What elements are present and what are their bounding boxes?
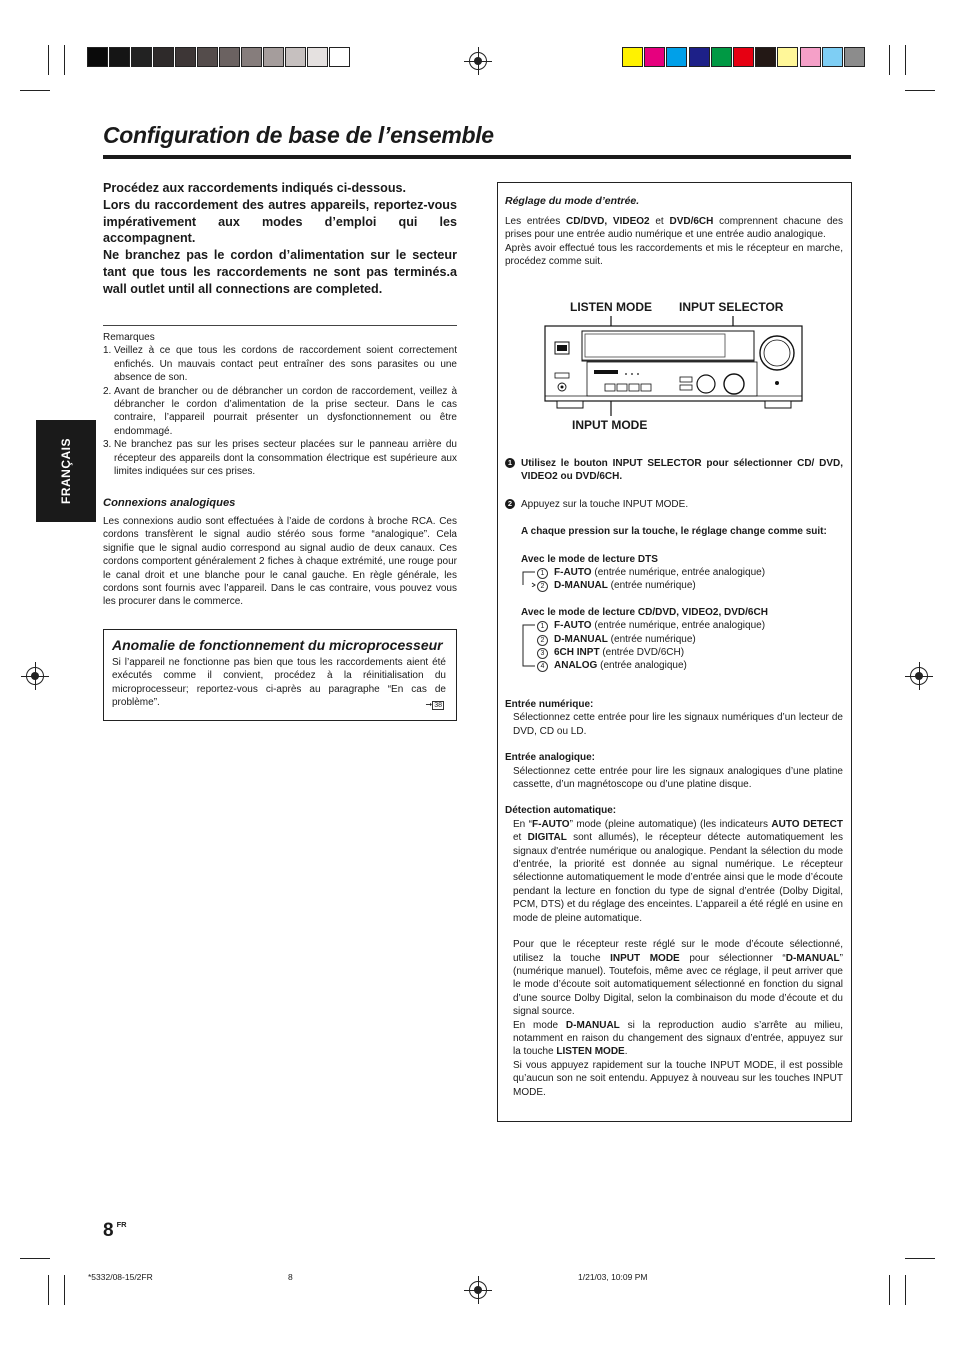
language-label: FRANÇAIS <box>59 438 73 504</box>
intro-line-2: Lors du raccordement des autres appareils, reportez-vous impérativement aux modes d’emploi qui les accompagnent. <box>103 197 457 246</box>
digital-heading: Entrée numérique: <box>505 699 594 710</box>
cd-heading: Avec le mode de lecture CD/DVD, VIDEO2, DVD/6CH <box>521 606 768 618</box>
dts-options <box>521 566 843 593</box>
listen-mode-label: LISTEN MODE <box>570 300 653 314</box>
input-selector-label: INPUT SELECTOR <box>679 300 784 314</box>
dts-block <box>505 553 843 593</box>
steps-section <box>505 457 843 673</box>
digital-text: Sélectionnez cette entrée pour lire les signaux numériques d’un lecteur de DVD, CD ou LD. <box>513 712 843 737</box>
micro-heading: Anomalie de fonctionnement du microprocesseur <box>112 637 443 653</box>
registration-mark-icon <box>469 52 487 70</box>
receiver-front-panel <box>505 298 843 438</box>
list-item: 3 6CH INPT (entrée DVD/6CH) <box>537 646 843 659</box>
crop-mark <box>889 45 890 75</box>
step-2: 2 Appuyez sur la touche INPUT MODE. <box>505 498 843 511</box>
color-swatch <box>689 47 710 67</box>
gray-swatch <box>197 47 218 67</box>
step-1: 1 Utilisez le bouton INPUT SELECTOR pour sélectionner CD/ DVD, VIDEO2 ou DVD/6CH. <box>505 457 843 484</box>
entry-definitions <box>505 698 843 1099</box>
gray-swatch <box>153 47 174 67</box>
intro-text <box>103 180 457 298</box>
analog-section <box>103 497 457 609</box>
crop-mark <box>905 1275 906 1305</box>
color-swatch <box>666 47 687 67</box>
gray-swatch <box>285 47 306 67</box>
input-mode-heading: Réglage du mode d’entrée. <box>505 195 640 207</box>
cd-block <box>505 606 843 673</box>
gray-swatch <box>87 47 108 67</box>
gray-swatch <box>175 47 196 67</box>
intro-line-3: Ne branchez pas le cordon d’alimentation sur le secteur tant que tous les raccordements ne sont pas terminés.a wall outlet until all connections are completed. <box>103 248 457 296</box>
listen-mode-text: Pour que le récepteur reste réglé sur le mode d’écoute sélectionné, utilisez la touche INPUT MODE pour sélectionner “D-MANUAL” (numérique manuel). Toutefois, même avec ce réglage, il peut arriver que le mode d’écoute soit automatiquement sélectionné en fonction du signal d’une source Dolby Digital, selon la combinaison du mode d’écoute et du signal source. <box>513 939 843 1018</box>
gray-swatch <box>109 47 130 67</box>
crop-mark <box>48 1275 49 1305</box>
step-2-note: A chaque pression sur la touche, le réglage change comme suit: <box>521 526 827 538</box>
crop-mark <box>889 1275 890 1305</box>
page-number: 8 $^{FR}$ <box>103 1220 127 1241</box>
title-rule <box>103 155 851 159</box>
list-item: 2 D-MANUAL (entrée numérique) <box>537 579 843 592</box>
input-intro: Les entrées CD/DVD, VIDEO2 et DVD/6CH comprennent chacune des prises pour une entrée audio numérique et une entrée audio analogique. <box>505 216 843 241</box>
analog-text: Les connexions audio sont effectuées à l’aide de cordons à broche RCA. Ces cordons transfèrent le signal audio stéréo sous forme “analogique”. Cela signifie que le signal audio correspond au signal audio de deux canaux. Ces cordons comportent généralement 2 fiches à chaque extrémité, une rouge pour le canal droit et une blanche pour le canal gauche. En règle générale, les cordons sont fournis avec l’appareil. Dans le cas contraire, vous pouvez vous les procurer dans le commerce. <box>103 516 457 608</box>
crop-mark <box>64 45 65 75</box>
auto-text: En “F-AUTO” mode (pleine automatique) (les indicateurs AUTO DETECT et DIGITAL sont allumés), le récepteur détecte automatiquement les signaux d'entrée numérique ou analogique. Pendant la sélection du mode d’entrée, la priorité est donnée au signal numérique. Le récepteur sélectionne automatiquement le mode d’entrée ainsi que le mode d’écoute pendant la lecture en fonction du type de signal d’entrée (Dolby Digital, PCM, DTS) et du réglage des enceintes. L’appareil a été réglé en usine en mode de pleine automatique. <box>513 818 843 924</box>
color-swatch <box>711 47 732 67</box>
list-item: 3. Ne branchez pas sur les prises secteur placées sur le panneau arrière du récepteur des appareils dont la consommation électrique est supérieure aux limites indiquées sur ces prises. <box>103 439 457 478</box>
gray-swatch <box>329 47 350 67</box>
gray-swatch <box>307 47 328 67</box>
last-note: Si vous appuyez rapidement sur la touche INPUT MODE, il est possible qu’aucun son ne soit entendu. Appuyez à nouveau sur les touches INPUT MODE. <box>513 1059 843 1098</box>
gray-swatch <box>219 47 240 67</box>
gray-swatch <box>263 47 284 67</box>
crop-mark <box>20 90 50 91</box>
page-ref: ➞ 38 <box>425 700 442 709</box>
color-swatch <box>644 47 665 67</box>
remarks-list <box>103 344 457 478</box>
cd-options <box>521 619 843 673</box>
color-swatch <box>733 47 754 67</box>
input-mode-label: INPUT MODE <box>572 418 648 432</box>
remarks-heading: Remarques <box>103 332 155 343</box>
d-manual-text: En mode D-MANUAL si la reproduction audio s’arrête au milieu, notamment en raison du changement des signaux d’entrée, appuyez sur la touche LISTEN MODE. <box>513 1019 843 1058</box>
gray-swatch <box>241 47 262 67</box>
auto-heading: Détection automatique: <box>505 805 617 817</box>
crop-mark <box>20 1258 50 1259</box>
list-item: 4 ANALOG (entrée analogique) <box>537 659 843 672</box>
input-mode-section <box>505 195 843 269</box>
list-item: 1 F-AUTO (entrée numérique, entrée analogique) <box>537 566 843 579</box>
color-swatch <box>755 47 776 67</box>
input-intro-2: Après avoir effectué tous les raccordements et mis le récepteur en marche, procédez comme suit. <box>505 242 843 268</box>
analog-input-heading: Entrée analogique: <box>505 752 596 764</box>
remarks-section <box>103 331 457 478</box>
intro-line-1: Procédez aux raccordements indiqués ci-dessous. <box>103 181 407 195</box>
page-title: Configuration de base de l’ensemble <box>103 122 494 148</box>
color-swatch <box>822 47 843 67</box>
gray-swatch <box>131 47 152 67</box>
analog-heading: Connexions analogiques <box>103 497 236 509</box>
color-swatch <box>844 47 865 67</box>
registration-mark-icon <box>469 1281 487 1299</box>
list-item: 2 D-MANUAL (entrée numérique) <box>537 633 843 646</box>
dts-heading: Avec le mode de lecture DTS <box>521 553 658 565</box>
crop-mark <box>905 90 935 91</box>
language-side-tab <box>36 420 96 522</box>
crop-mark <box>64 1275 65 1305</box>
crop-mark <box>905 1258 935 1259</box>
footer-page: 8 <box>288 1272 293 1282</box>
crop-mark <box>905 45 906 75</box>
registration-mark-icon <box>910 667 928 685</box>
color-swatch <box>622 47 643 67</box>
micro-box <box>103 629 457 721</box>
list-item: 1. Veillez à ce que tous les cordons de raccordement soient correctement enfichés. Un mauvais contact peut entraîner des sons parasites ou une absence de son. <box>103 345 457 384</box>
list-item: 2. Avant de brancher ou de débrancher un cordon de raccordement, veillez à débrancher le cordon d’alimentation de la prise secteur. Dans le cas contraire, l’appareil pourrait présenter un dysfonctionnement ou être endommagé. <box>103 385 457 437</box>
footer-date: 1/21/03, 10:09 PM <box>578 1272 648 1282</box>
crop-mark <box>48 45 49 75</box>
analog-input-text: Sélectionnez cette entrée pour lire les signaux analogiques d’une platine cassette, d’un magnétoscope ou d’une platine disque. <box>513 765 843 791</box>
micro-text: Si l’appareil ne fonctionne pas bien que tous les raccordements aient été exécutés comme il convient, procédez à la réinitialisation du microprocesseur; reportez-vous ci-après au paragraphe “En cas de problème”. <box>112 657 446 709</box>
footer-code: *5332/08-15/2FR <box>88 1272 153 1282</box>
divider <box>103 325 457 326</box>
list-item: 1 F-AUTO (entrée numérique, entrée analogique) <box>537 619 843 632</box>
registration-mark-icon <box>26 667 44 685</box>
receiver-diagram <box>505 298 843 438</box>
color-swatch <box>800 47 821 67</box>
color-swatch <box>777 47 798 67</box>
